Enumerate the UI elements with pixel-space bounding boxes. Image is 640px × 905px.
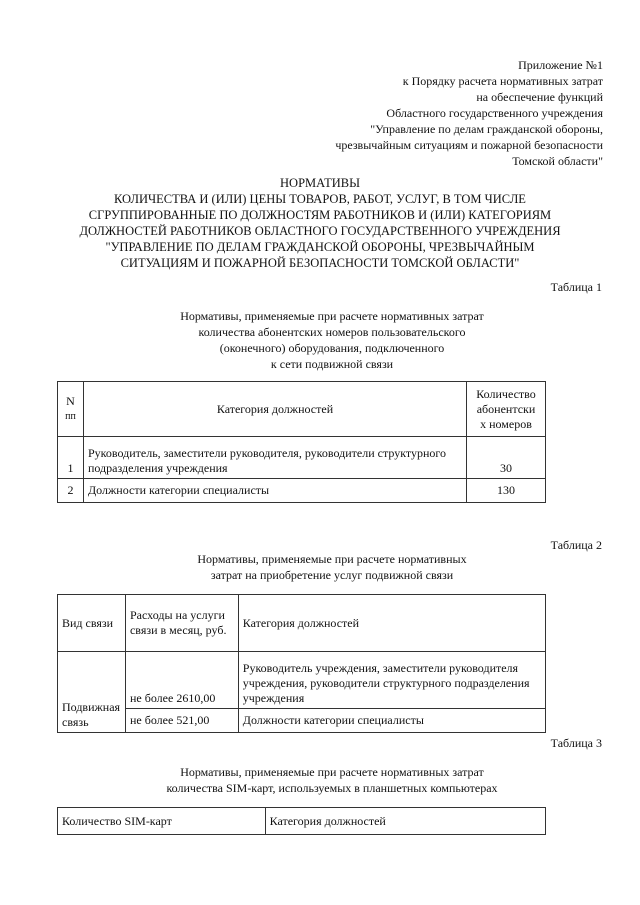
caption-line: затрат на приобретение услуг подвижной связи [210, 568, 454, 582]
table-row [58, 479, 546, 503]
row-category: Руководитель учреждения, заместители руководителя учреждения, руководители структурного подразделения учреждения [238, 652, 545, 709]
appendix-header [335, 57, 603, 169]
row-type: Подвижная связь [58, 652, 126, 733]
caption-line: Нормативы, применяемые при расчете нормативных затрат [180, 765, 484, 779]
row-cost: не более 521,00 [125, 709, 238, 733]
row-category: Должности категории специалисты [83, 479, 466, 503]
table-header-row [58, 595, 546, 652]
caption-line: Нормативы, применяемые при расчете нормативных затрат [180, 309, 484, 323]
appendix-line: чрезвычайным ситуациям и пожарной безопасности [335, 138, 603, 152]
table1-label: Таблица 1 [550, 280, 602, 294]
appendix-line: к Порядку расчета нормативных затрат [402, 74, 603, 88]
table1 [57, 381, 546, 503]
document-title [0, 175, 640, 271]
header-cost: Расходы на услуги связи в месяц, руб. [125, 595, 238, 652]
title-line: ДОЛЖНОСТЕЙ РАБОТНИКОВ ОБЛАСТНОГО ГОСУДАРСТВЕННОГО УЧРЕЖДЕНИЯ [79, 224, 561, 238]
table3-caption [0, 764, 640, 796]
title-line: КОЛИЧЕСТВА И (ИЛИ) ЦЕНЫ ТОВАРОВ, РАБОТ, УСЛУГ, В ТОМ ЧИСЛЕ [114, 192, 526, 206]
row-category: Должности категории специалисты [238, 709, 545, 733]
header-count-line1: Количество [476, 386, 536, 401]
table-header-row [58, 808, 546, 835]
row-num: 1 [58, 437, 84, 479]
caption-line: к сети подвижной связи [270, 357, 394, 371]
appendix-line: Приложение №1 [518, 58, 603, 72]
title-line: "УПРАВЛЕНИЕ ПО ДЕЛАМ ГРАЖДАНСКОЙ ОБОРОНЫ, ЧРЕЗВЫЧАЙНЫМ [105, 240, 535, 254]
table-row [58, 652, 546, 709]
table-header-row [58, 382, 546, 437]
appendix-line: "Управление по делам гражданской обороны, [370, 122, 603, 136]
title-line: СГРУППИРОВАННЫЕ ПО ДОЛЖНОСТЯМ РАБОТНИКОВ И (ИЛИ) КАТЕГОРИЯМ [88, 208, 552, 222]
header-count-line3: х номеров [480, 416, 532, 431]
table-row [58, 437, 546, 479]
caption-line: количества абонентских номеров пользовательского [198, 325, 466, 339]
header-count-line2: абонентски [476, 401, 536, 416]
title-line: НОРМАТИВЫ [280, 176, 360, 190]
table2-label: Таблица 2 [550, 538, 602, 552]
appendix-line: на обеспечение функций [476, 90, 603, 104]
table-row [58, 709, 546, 733]
row-cost: не более 2610,00 [125, 652, 238, 709]
header-type: Вид связи [58, 595, 126, 652]
row-num: 2 [58, 479, 84, 503]
header-sim-count: Количество SIM-карт [58, 808, 266, 835]
header-count [467, 382, 546, 437]
caption-line: (оконечного) оборудования, подключенного [219, 341, 445, 355]
caption-line: Нормативы, применяемые при расчете нормативных [197, 552, 467, 566]
appendix-line: Томской области" [512, 154, 603, 168]
title-line: СИТУАЦИЯМ И ПОЖАРНОЙ БЕЗОПАСНОСТИ ТОМСКОЙ ОБЛАСТИ" [120, 256, 520, 270]
row-category: Руководитель, заместители руководителя, руководители структурного подразделения учреждения [83, 437, 466, 479]
table3 [57, 807, 546, 835]
header-category: Категория должностей [238, 595, 545, 652]
table2-caption [0, 551, 640, 583]
row-count: 30 [467, 437, 546, 479]
row-count: 130 [467, 479, 546, 503]
table1-caption [0, 308, 640, 372]
table3-label: Таблица 3 [550, 736, 602, 750]
caption-line: количества SIM-карт, используемых в планшетных компьютерах [166, 781, 498, 795]
header-category: Категория должностей [265, 808, 545, 835]
header-num [58, 382, 84, 437]
header-category: Категория должностей [83, 382, 466, 437]
appendix-line: Областного государственного учреждения [386, 106, 603, 120]
header-num-line1: N [66, 394, 75, 408]
header-num-line2: пп [65, 411, 76, 422]
table2 [57, 594, 546, 733]
